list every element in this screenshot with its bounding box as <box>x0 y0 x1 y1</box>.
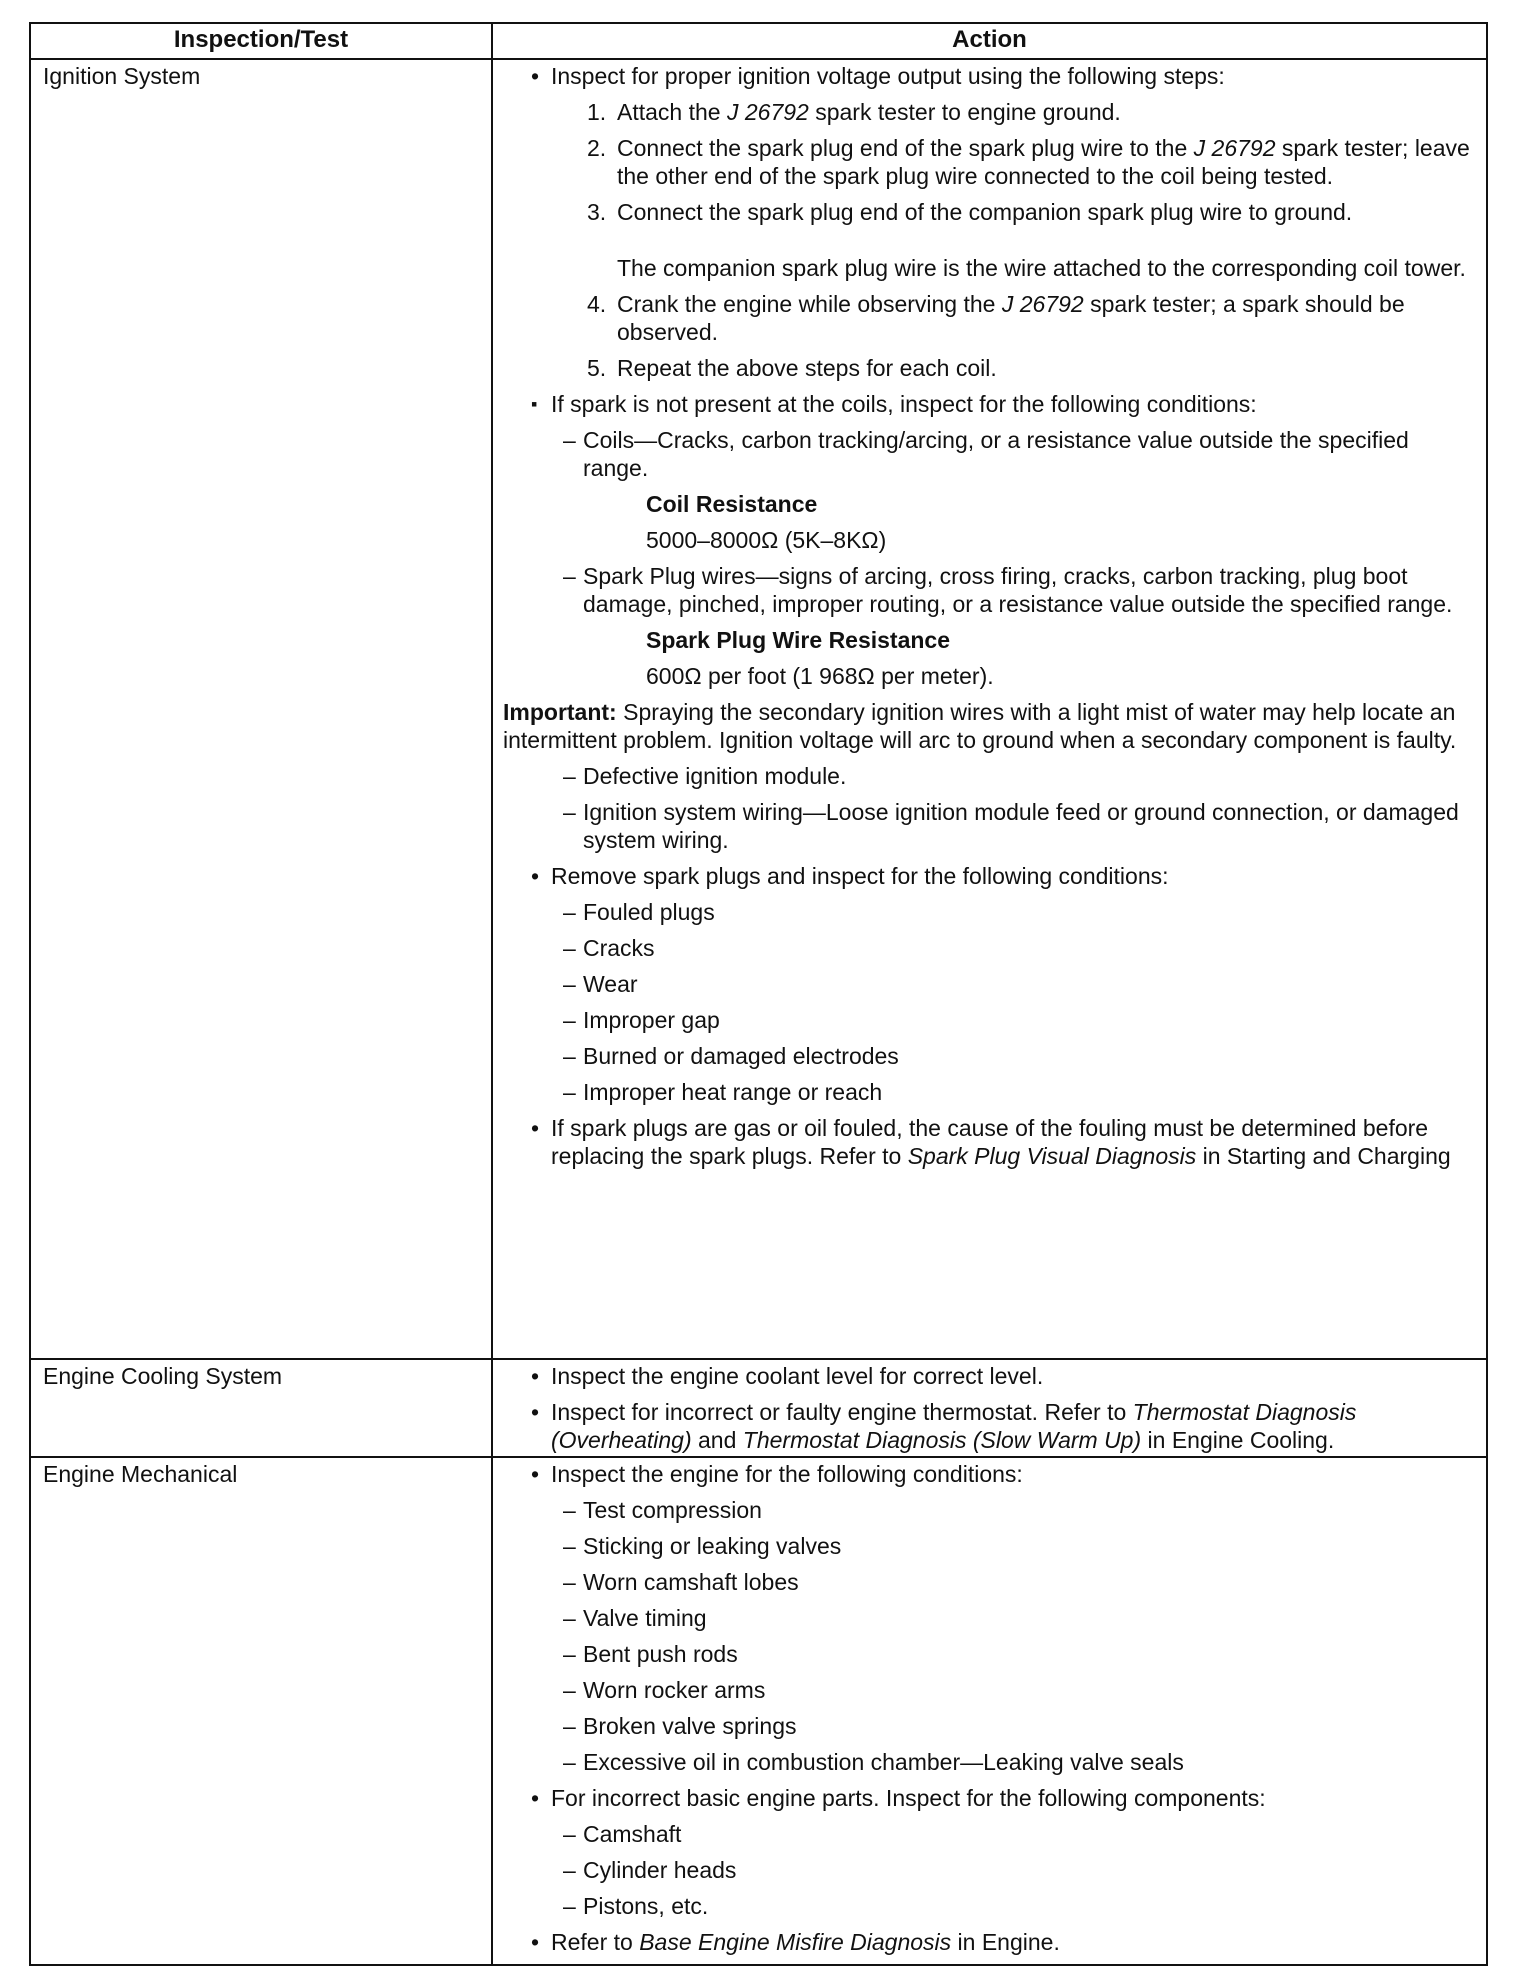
bullet-ignition-intro: • Inspect for proper ignition voltage output using the following steps: <box>503 62 1476 90</box>
dash-coils: – Coils—Cracks, carbon tracking/arcing, or a resistance value outside the specified range. <box>563 427 1409 481</box>
table-row <box>30 1457 1487 1965</box>
step-3: 3. Connect the spark plug end of the companion spark plug wire to ground. <box>587 199 1353 225</box>
dash-wiring: – Ignition system wiring—Loose ignition module feed or ground connection, or damaged system wiring. <box>563 799 1459 853</box>
wire-resistance-title: Spark Plug Wire Resistance <box>646 627 951 653</box>
dash-wires: – Spark Plug wires—signs of arcing, cross firing, cracks, carbon tracking, plug boot damage, pinched, improper routing, or a resistance value outside the specified range. <box>563 563 1453 617</box>
bullet-inspect-engine: • Inspect the engine for the following conditions: <box>503 1460 1476 1488</box>
row-label-mechanical: Engine Mechanical <box>30 1457 492 1965</box>
bullet-remove-plugs: • Remove spark plugs and inspect for the following conditions: <box>503 862 1476 890</box>
coil-resistance-title: Coil Resistance <box>646 491 818 517</box>
step-4: 4. Crank the engine while observing the J 26792 spark tester; a spark should be observed. <box>587 291 1405 345</box>
header-inspection-test: Inspection/Test <box>30 23 492 59</box>
list-item: – Burned or damaged electrodes <box>563 1043 899 1069</box>
row-action-cooling <box>492 1359 1487 1457</box>
bullet-refer-misfire: • Refer to Base Engine Misfire Diagnosis in Engine. <box>503 1928 1476 1956</box>
step-5: 5. Repeat the above steps for each coil. <box>587 355 997 381</box>
step-1: 1. Attach the J 26792 spark tester to engine ground. <box>587 99 1121 125</box>
bullet-fouled: • If spark plugs are gas or oil fouled, the cause of the fouling must be determined before replacing the spark plugs. Refer to Spark Plug Visual Diagnosis in Starting and Charging <box>503 1114 1476 1170</box>
list-item: – Camshaft <box>563 1821 682 1847</box>
list-item: – Fouled plugs <box>563 899 715 925</box>
bullet-coolant: • Inspect the engine coolant level for correct level. <box>503 1362 1476 1390</box>
list-item: – Improper heat range or reach <box>563 1079 883 1105</box>
list-item: – Worn rocker arms <box>563 1677 766 1703</box>
step-3-note: The companion spark plug wire is the wire attached to the corresponding coil tower. <box>617 255 1466 281</box>
list-item: – Improper gap <box>563 1007 720 1033</box>
row-label-cooling: Engine Cooling System <box>30 1359 492 1457</box>
row-action-mechanical <box>492 1457 1487 1965</box>
list-item: – Test compression <box>563 1497 762 1523</box>
list-item: – Bent push rods <box>563 1641 738 1667</box>
list-item: – Sticking or leaking valves <box>563 1533 842 1559</box>
list-item: – Broken valve springs <box>563 1713 797 1739</box>
wire-resistance-value: 600Ω per foot (1 968Ω per meter). <box>646 663 994 689</box>
table-row <box>30 59 1487 1359</box>
step-2: 2. Connect the spark plug end of the spark plug wire to the J 26792 spark tester; leave the other end of the spark plug wire connected to the coil being tested. <box>587 135 1470 189</box>
list-item: – Wear <box>563 971 638 997</box>
list-item: – Cylinder heads <box>563 1857 737 1883</box>
dash-module: – Defective ignition module. <box>563 763 847 789</box>
list-item: – Cracks <box>563 935 655 961</box>
bullet-thermostat: • Inspect for incorrect or faulty engine thermostat. Refer to Thermostat Diagnosis (Overheating) and Thermostat Diagnosis (Slow Warm Up) in Engine Cooling. <box>503 1398 1476 1454</box>
bullet-basic-parts: • For incorrect basic engine parts. Inspect for the following components: <box>503 1784 1476 1812</box>
diagnosis-table <box>29 22 1488 1966</box>
row-action-ignition <box>492 59 1487 1359</box>
coil-resistance-value: 5000–8000Ω (5K–8KΩ) <box>646 527 887 553</box>
row-label-ignition: Ignition System <box>30 59 492 1359</box>
important-note: Important: Spraying the secondary ignition wires with a light mist of water may help locate an intermittent problem. Ignition voltage will arc to ground when a secondary component is faulty. <box>503 699 1457 753</box>
table-row <box>30 1359 1487 1457</box>
list-item: – Valve timing <box>563 1605 707 1631</box>
bullet-no-spark: ▪ If spark is not present at the coils, inspect for the following conditions: <box>503 390 1476 418</box>
header-action: Action <box>492 23 1487 59</box>
list-item: – Pistons, etc. <box>563 1893 709 1919</box>
header-row <box>30 23 1487 59</box>
list-item: – Excessive oil in combustion chamber—Leaking valve seals <box>563 1749 1184 1775</box>
list-item: – Worn camshaft lobes <box>563 1569 799 1595</box>
